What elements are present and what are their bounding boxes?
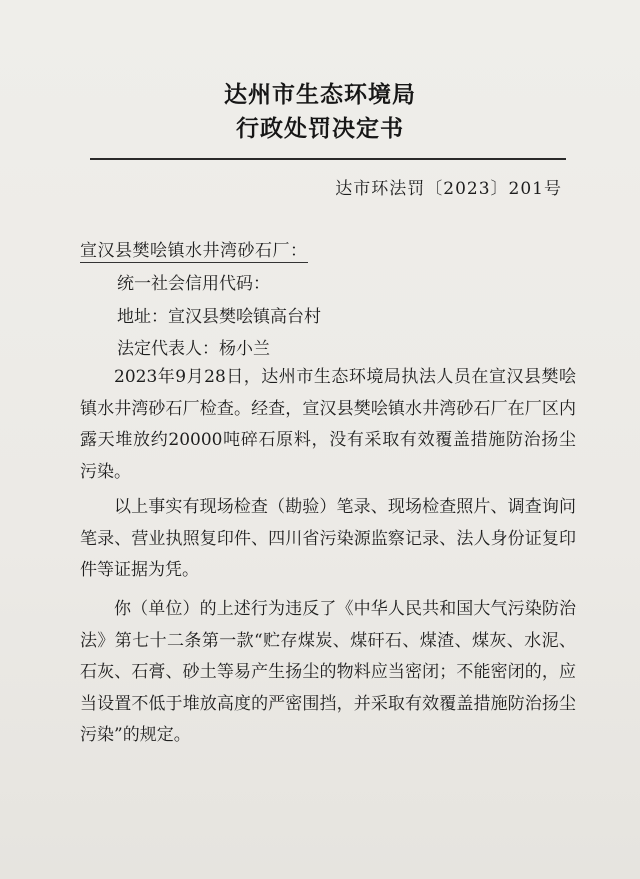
address-label: 地址： xyxy=(117,307,168,327)
agency-title: 达州市生态环境局 xyxy=(224,82,416,108)
header-divider xyxy=(90,158,566,160)
recipient-name xyxy=(80,236,308,261)
credit-code-line xyxy=(117,269,270,294)
legal-representative-value: 杨小兰 xyxy=(219,339,270,359)
credit-code-label: 统一社会信用代码： xyxy=(117,274,270,294)
evidence-paragraph: 以上事实有现场检查（勘验）笔录、现场检查照片、调查询问笔录、营业执照复印件、四川省污染源监察记录、法人身份证复印件等证据为凭。 xyxy=(80,497,576,580)
address-value: 宣汉县樊哙镇高台村 xyxy=(168,307,321,327)
legal-representative-line xyxy=(117,334,270,359)
legal-representative-label: 法定代表人： xyxy=(117,339,219,359)
facts-paragraph: 2023年9月28日，达州市生态环境局执法人员在宣汉县樊哙镇水井湾砂石厂检查。经查，宣汉县樊哙镇水井湾砂石厂在厂区内露天堆放约20000吨碎石原料，没有采取有效覆盖措施防治扬尘污染。 xyxy=(80,367,576,482)
document-type-title: 行政处罚决定书 xyxy=(236,116,404,142)
document-number: 达市环法罚〔2023〕201号 xyxy=(335,179,562,199)
address-line xyxy=(117,302,321,327)
violation-paragraph: 你（单位）的上述行为违反了《中华人民共和国大气污染防治法》第七十二条第一款“贮存煤炭、煤矸石、煤渣、煤灰、水泥、石灰、石膏、砂土等易产生扬尘的物料应当密闭；不能密闭的，应当设置不低于堆放高度的严密围挡，并采取有效覆盖措施防治扬尘污染”的规定。 xyxy=(80,599,576,745)
recipient-name-text: 宣汉县樊哙镇水井湾砂石厂： xyxy=(80,241,308,261)
